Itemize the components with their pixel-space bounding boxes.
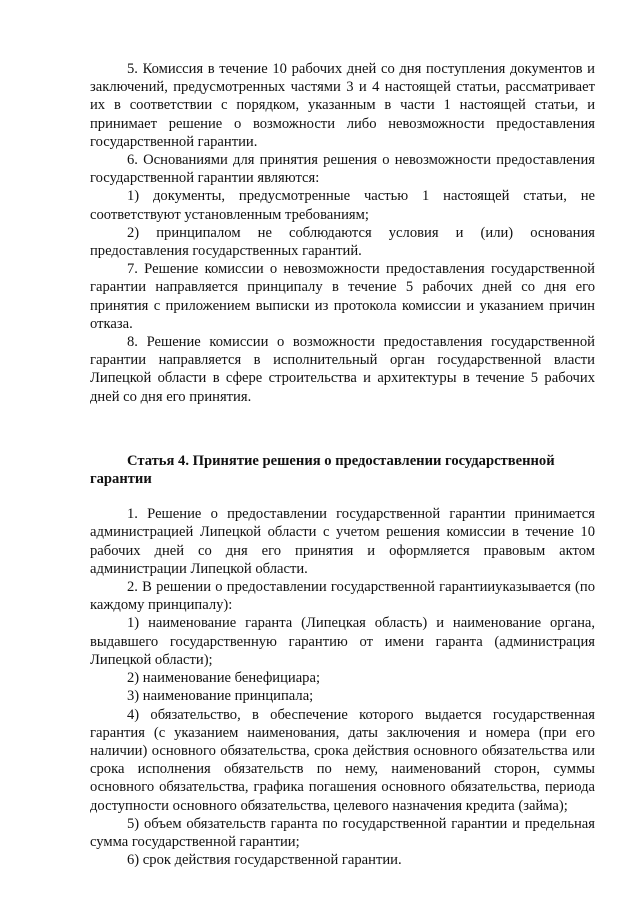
paragraph-contents-item-3: 3) наименование принципала; <box>127 688 314 705</box>
paragraph-refusal-decision: 7. Решение комиссии о невозможности предоставления государственной гарантии направляется принципалу в течение 5 рабочих дней со дня его принятия с приложением выписки из протокола комиссии и указанием причин отказа. <box>90 261 595 332</box>
document-page <box>90 60 595 869</box>
paragraph-grounds-item-2: 2) принципалом не соблюдаются условия и (или) основания предоставления государственных гарантий. <box>90 224 595 260</box>
paragraph-decision-contents: 2. В решении о предоставлении государственной гарантииуказывается (по каждому принципалу): <box>90 579 595 614</box>
paragraph-contents-item-6: 6) срок действия государственной гарантии. <box>127 852 402 869</box>
heading-spacer <box>90 488 595 505</box>
paragraph-contents-item-5: 5) объем обязательств гаранта по государственной гарантии и предельная сумма государственной гарантии; <box>90 815 595 850</box>
paragraph-grounds-item-1: 1) документы, предусмотренные частью 1 настоящей статьи, не соответствуют установленным требованиям; <box>90 188 595 223</box>
paragraph-refusal-grounds: 6. Основаниями для принятия решения о невозможности предоставления государственной гарантии являются: <box>90 152 595 187</box>
paragraph-commission-review: 5. Комиссия в течение 10 рабочих дней со дня поступления документов и заключений, предусмотренных частями 3 и 4 настоящей статьи, рассматривает их в соответствии с порядком, указанным в части 1 настоящей статьи, и принимает решение о возможности либо невозможности предоставления государственной гарантии. <box>90 61 595 150</box>
paragraph-contents-item-2: 2) наименование бенефициара; <box>127 670 321 687</box>
section-spacer <box>90 406 595 452</box>
paragraph-decision-adoption: 1. Решение о предоставлении государственной гарантии принимается администрацией Липецкой области с учетом решения комиссии в течение 10 рабочих дней со дня его принятия и оформляется правовым актом администрации Липецкой области. <box>90 506 595 577</box>
paragraph-contents-item-4: 4) обязательство, в обеспечение которого выдается государственная гарантия (с указанием наименования, даты заключения и номера (при его наличии) основного обязательства, срока действия основного обязательства или срока исполнения обязательств по нему, наименований сторон, суммы основного обязательства, графика погашения основного обязательства, периода доступности основного обязательства, целевого назначения кредита (займа); <box>90 706 595 814</box>
article-4-heading: Статья 4. Принятие решения о предоставлении государственной гарантии <box>90 452 555 488</box>
paragraph-contents-item-1: 1) наименование гаранта (Липецкая область) и наименование органа, выдавшего государственную гарантию от имени гаранта (администрация Липецкой области); <box>90 615 595 668</box>
paragraph-positive-decision: 8. Решение комиссии о возможности предоставления государственной гарантии направляется в исполнительный орган государственной власти Липецкой области в сфере строительства и архитектуры в течение 5 рабочих дней со дня его принятия. <box>90 334 595 405</box>
